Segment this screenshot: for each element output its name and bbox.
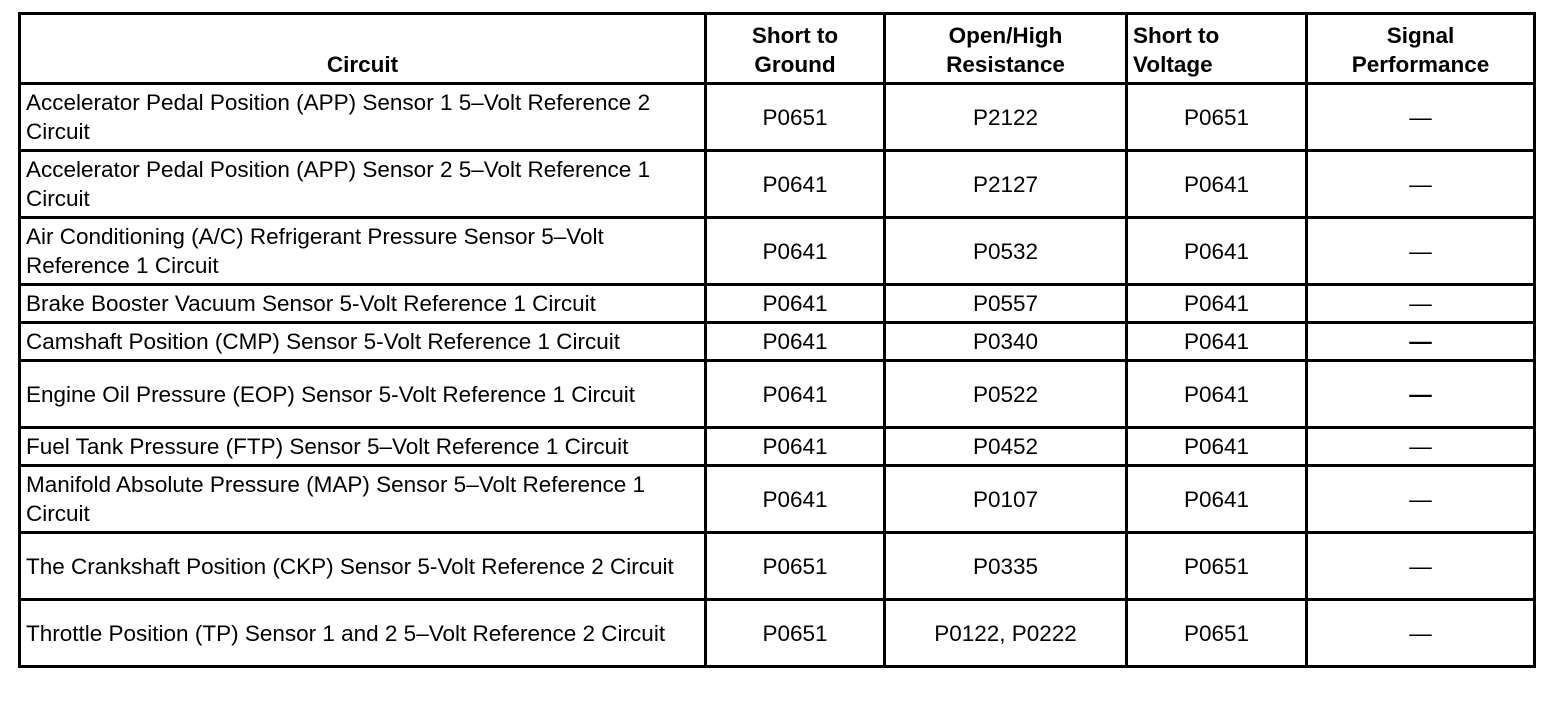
- signal-performance-cell: [1307, 361, 1535, 428]
- signal-performance-value: —: [1409, 381, 1432, 407]
- circuit-cell: Throttle Position (TP) Sensor 1 and 2 5–Volt Reference 2 Circuit: [20, 600, 706, 667]
- open-high-cell: P0107: [885, 466, 1127, 533]
- signal-performance-cell: —: [1307, 466, 1535, 533]
- open-high-cell: P0335: [885, 533, 1127, 600]
- table-row: [20, 84, 1535, 151]
- table-row: [20, 361, 1535, 428]
- short-to-ground-cell: P0641: [706, 323, 885, 361]
- open-high-cell: P0122, P0222: [885, 600, 1127, 667]
- table-row: [20, 466, 1535, 533]
- header-short-to-voltage: Short to Voltage: [1127, 14, 1307, 84]
- open-high-cell: P0532: [885, 218, 1127, 285]
- short-to-ground-cell: P0641: [706, 285, 885, 323]
- header-signal-performance: Signal Performance: [1307, 14, 1535, 84]
- short-to-voltage-cell: P0651: [1127, 84, 1307, 151]
- signal-performance-cell: —: [1307, 600, 1535, 667]
- short-to-ground-cell: P0651: [706, 533, 885, 600]
- table-row: [20, 428, 1535, 466]
- short-to-ground-cell: P0641: [706, 361, 885, 428]
- circuit-cell: Accelerator Pedal Position (APP) Sensor 1 5–Volt Reference 2 Circuit: [20, 84, 706, 151]
- circuit-cell: The Crankshaft Position (CKP) Sensor 5-Volt Reference 2 Circuit: [20, 533, 706, 600]
- table-row: [20, 600, 1535, 667]
- short-to-voltage-cell: P0641: [1127, 151, 1307, 218]
- short-to-ground-cell: P0641: [706, 428, 885, 466]
- signal-performance-cell: —: [1307, 533, 1535, 600]
- short-to-voltage-cell: P0641: [1127, 323, 1307, 361]
- short-to-ground-cell: P0641: [706, 151, 885, 218]
- open-high-cell: P0557: [885, 285, 1127, 323]
- header-short-to-ground: Short to Ground: [706, 14, 885, 84]
- short-to-voltage-cell: P0641: [1127, 428, 1307, 466]
- signal-performance-cell: —: [1307, 285, 1535, 323]
- table-row: [20, 323, 1535, 361]
- header-open-high-resistance: Open/High Resistance: [885, 14, 1127, 84]
- short-to-voltage-cell: P0651: [1127, 533, 1307, 600]
- short-to-ground-cell: P0641: [706, 218, 885, 285]
- signal-performance-cell: —: [1307, 84, 1535, 151]
- short-to-voltage-cell: P0641: [1127, 285, 1307, 323]
- short-to-ground-cell: P0651: [706, 84, 885, 151]
- open-high-cell: P2127: [885, 151, 1127, 218]
- table-row: [20, 151, 1535, 218]
- open-high-cell: P0340: [885, 323, 1127, 361]
- signal-performance-cell: [1307, 323, 1535, 361]
- open-high-cell: P0522: [885, 361, 1127, 428]
- circuit-cell: Accelerator Pedal Position (APP) Sensor 2 5–Volt Reference 1 Circuit: [20, 151, 706, 218]
- short-to-ground-cell: P0641: [706, 466, 885, 533]
- table-header-row: [20, 14, 1535, 84]
- short-to-voltage-cell: P0641: [1127, 218, 1307, 285]
- circuit-cell: Fuel Tank Pressure (FTP) Sensor 5–Volt Reference 1 Circuit: [20, 428, 706, 466]
- table-row: [20, 218, 1535, 285]
- open-high-cell: P0452: [885, 428, 1127, 466]
- short-to-ground-cell: P0651: [706, 600, 885, 667]
- table-row: [20, 285, 1535, 323]
- circuit-cell: Air Conditioning (A/C) Refrigerant Pressure Sensor 5–Volt Reference 1 Circuit: [20, 218, 706, 285]
- signal-performance-cell: —: [1307, 218, 1535, 285]
- dtc-circuit-table: [18, 12, 1536, 668]
- open-high-cell: P2122: [885, 84, 1127, 151]
- table-row: [20, 533, 1535, 600]
- signal-performance-cell: —: [1307, 151, 1535, 218]
- circuit-cell: Engine Oil Pressure (EOP) Sensor 5-Volt Reference 1 Circuit: [20, 361, 706, 428]
- circuit-cell: Brake Booster Vacuum Sensor 5-Volt Reference 1 Circuit: [20, 285, 706, 323]
- short-to-voltage-cell: P0641: [1127, 466, 1307, 533]
- header-circuit: Circuit: [20, 14, 706, 84]
- short-to-voltage-cell: P0651: [1127, 600, 1307, 667]
- circuit-cell: Manifold Absolute Pressure (MAP) Sensor 5–Volt Reference 1 Circuit: [20, 466, 706, 533]
- signal-performance-cell: —: [1307, 428, 1535, 466]
- signal-performance-value: —: [1409, 329, 1432, 354]
- circuit-cell: Camshaft Position (CMP) Sensor 5-Volt Reference 1 Circuit: [20, 323, 706, 361]
- short-to-voltage-cell: P0641: [1127, 361, 1307, 428]
